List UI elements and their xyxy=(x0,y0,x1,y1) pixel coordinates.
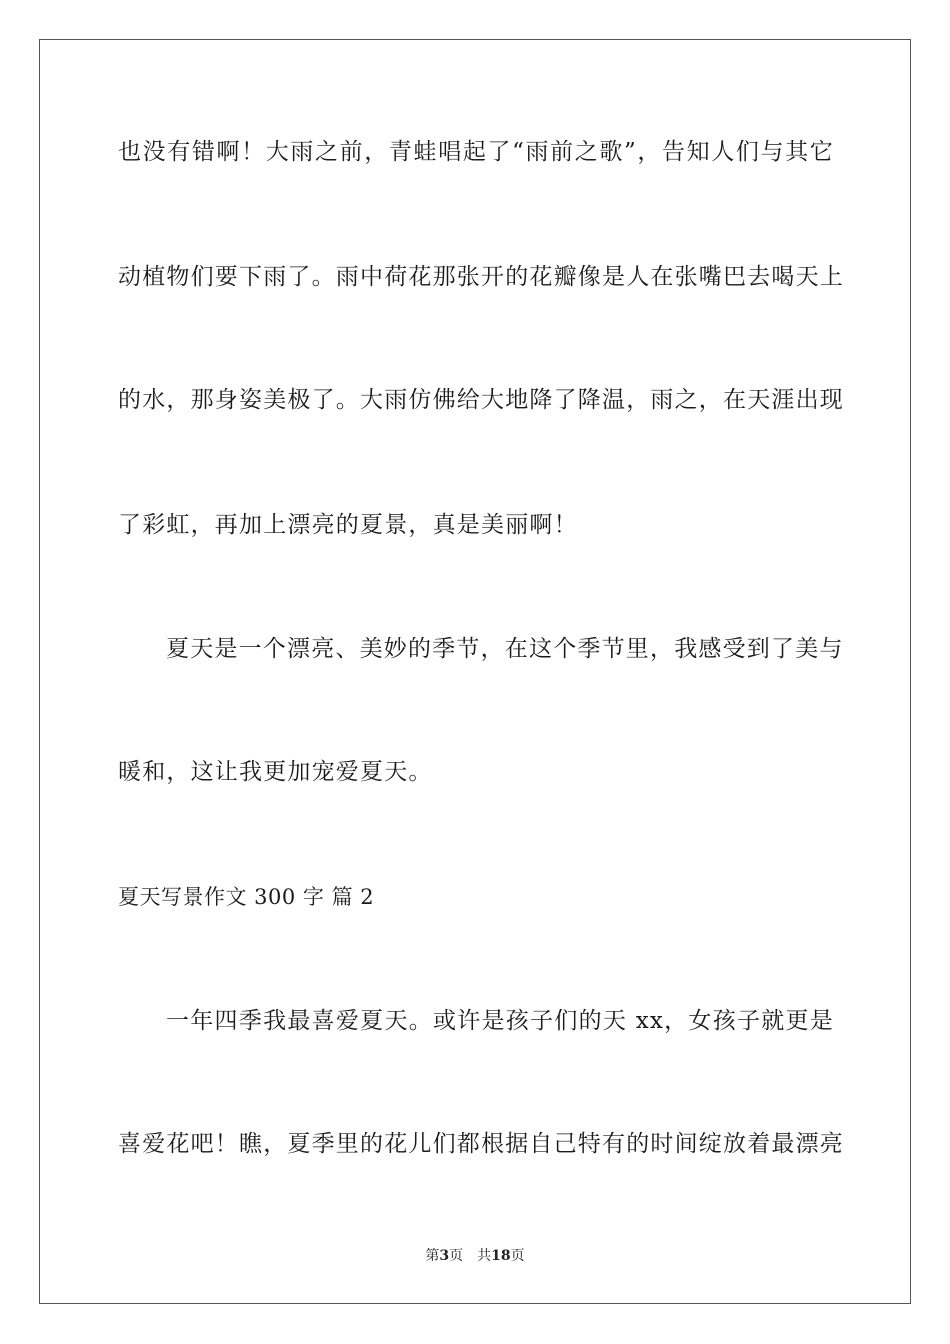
footer-total-prefix: 共 xyxy=(477,1248,492,1264)
footer-prefix: 第 xyxy=(425,1248,440,1264)
paragraph-line-5: 夏天是一个漂亮、美妙的季节，在这个季节里，我感受到了美与 xyxy=(166,636,844,662)
paragraph-line-4: 了彩虹，再加上漂亮的夏景，真是美丽啊！ xyxy=(118,512,578,538)
footer-total-pages: 18 xyxy=(491,1248,511,1264)
paragraph-line-7: 一年四季我最喜爱夏天。或许是孩子们的天 xx，女孩子就更是 xyxy=(166,1008,834,1034)
page-footer xyxy=(0,1247,950,1265)
footer-page-suffix: 页 xyxy=(449,1248,464,1264)
paragraph-line-3: 的水，那身姿美极了。大雨仿佛给大地降了降温，雨之，在天涯出现 xyxy=(118,387,844,413)
page-frame xyxy=(39,39,911,1304)
paragraph-line-6: 暖和，这让我更加宠爱夏天。 xyxy=(118,759,433,785)
paragraph-line-8: 喜爱花吧！瞧，夏季里的花儿们都根据自己特有的时间绽放着最漂亮 xyxy=(118,1131,844,1157)
paragraph-line-2: 动植物们要下雨了。雨中荷花那张开的花瓣像是人在张嘴巴去喝天上 xyxy=(118,264,844,290)
footer-total-suffix: 页 xyxy=(510,1248,525,1264)
footer-current-page: 3 xyxy=(439,1248,450,1264)
section-heading: 夏天写景作文 300 字 篇 2 xyxy=(118,885,375,909)
paragraph-line-1: 也没有错啊！大雨之前，青蛙唱起了“雨前之歌”，告知人们与其它 xyxy=(118,139,834,165)
